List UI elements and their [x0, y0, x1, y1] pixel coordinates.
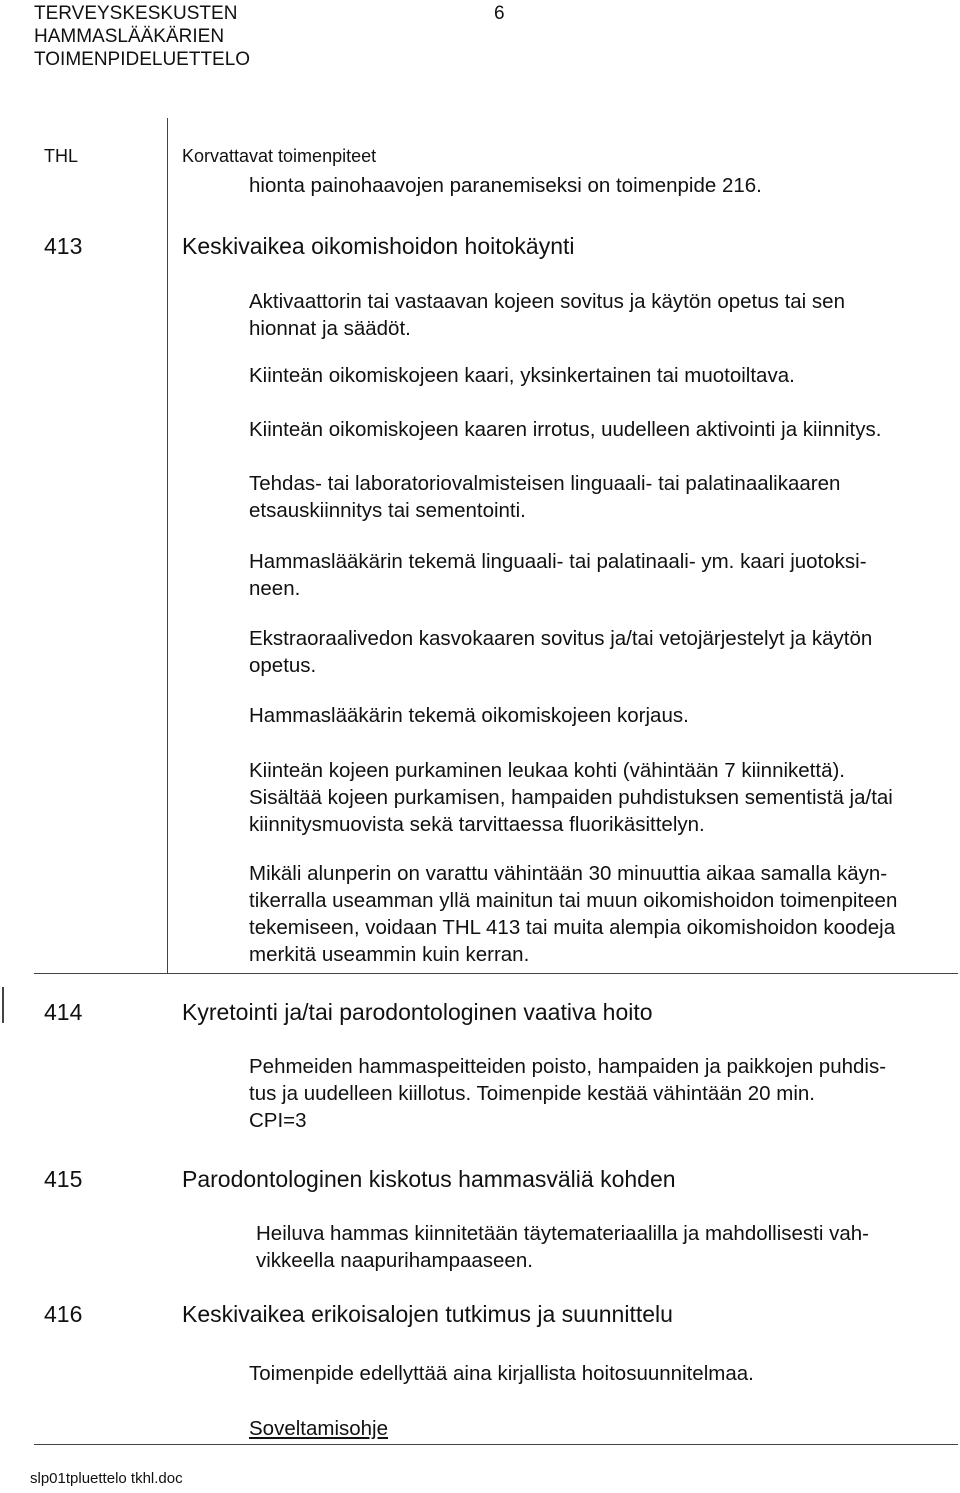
procedure-title: Keskivaikea erikoisalojen tutkimus ja suunnittelu	[182, 1301, 673, 1327]
title-line: TERVEYSKESKUSTEN	[34, 3, 238, 24]
list-item: Hammaslääkärin tekemä oikomiskojeen korjaus.	[249, 704, 689, 727]
description-column-header: Korvattavat toimenpiteet	[182, 146, 377, 166]
page-number: 6	[494, 3, 505, 24]
change-bar	[2, 987, 4, 1023]
footer-filename: slp01tpluettelo tkhl.doc	[30, 1470, 183, 1487]
procedure-title: Parodontologinen kiskotus hammasväliä kohden	[182, 1166, 676, 1192]
list-item: Tehdas- tai laboratoriovalmisteisen linguaali- tai palatinaalikaaren etsauskiinnitys tai sementointi.	[249, 472, 841, 522]
list-item: Kiinteän kojeen purkaminen leukaa kohti (vähintään 7 kiinnikettä). Sisältää kojeen purkamisen, hampaiden puhdistuksen sementistä ja/tai kiinnitysmuovista sekä tarvittaessa fluorikäsittelyn.	[249, 759, 893, 836]
procedure-code: 415	[44, 1166, 83, 1192]
document-title	[34, 2, 250, 71]
list-item: Kiinteän oikomiskojeen kaari, yksinkertainen tai muotoiltava.	[249, 364, 795, 387]
bottom-rule	[34, 1444, 958, 1445]
list-item: Kiinteän oikomiskojeen kaaren irrotus, uudelleen aktivointi ja kiinnitys.	[249, 418, 882, 441]
list-item: Ekstraoraalivedon kasvokaaren sovitus ja/tai vetojärjestelyt ja käytön opetus.	[249, 627, 873, 677]
note-paragraph: Mikäli alunperin on varattu vähintään 30 minuuttia aikaa samalla käyn- tikerralla useamman yllä mainitun tai muun oikomishoidon toimenpiteen tekemiseen, voidaan THL 413 tai muita alempia oikomishoidon koodeja merkitä useammin kuin kerran.	[249, 862, 898, 966]
list-item: Toimenpide edellyttää aina kirjallista hoitosuunnitelmaa.	[249, 1362, 754, 1385]
continuation-text: hionta painohaavojen paranemiseksi on toimenpide 216.	[249, 174, 762, 197]
procedure-title: Kyretointi ja/tai parodontologinen vaativa hoito	[182, 999, 653, 1025]
procedure-code: 416	[44, 1301, 83, 1327]
column-divider	[167, 118, 168, 974]
list-item: Heiluva hammas kiinnitetään täytemateriaalilla ja mahdollisesti vah- vikkeella naapurihampaaseen.	[256, 1222, 870, 1272]
code-column-header: THL	[44, 146, 79, 166]
guidelines-link[interactable]: Soveltamisohje	[249, 1417, 389, 1440]
procedure-title: Keskivaikea oikomishoidon hoitokäynti	[182, 233, 575, 259]
list-item: Hammaslääkärin tekemä linguaali- tai palatinaali- ym. kaari juotoksi- neen.	[249, 550, 867, 600]
row-divider	[34, 973, 958, 974]
procedure-code: 413	[44, 233, 83, 259]
list-item: Aktivaattorin tai vastaavan kojeen sovitus ja käytön opetus tai sen hionnat ja säädöt.	[249, 290, 845, 340]
procedure-code: 414	[44, 999, 83, 1025]
title-line: TOIMENPIDELUETTELO	[34, 49, 251, 70]
title-line: HAMMASLÄÄKÄRIEN	[34, 26, 225, 47]
list-item: Pehmeiden hammaspeitteiden poisto, hampaiden ja paikkojen puhdis- tus ja uudelleen kiillotus. Toimenpide kestää vähintään 20 min. CPI=3	[249, 1055, 887, 1132]
